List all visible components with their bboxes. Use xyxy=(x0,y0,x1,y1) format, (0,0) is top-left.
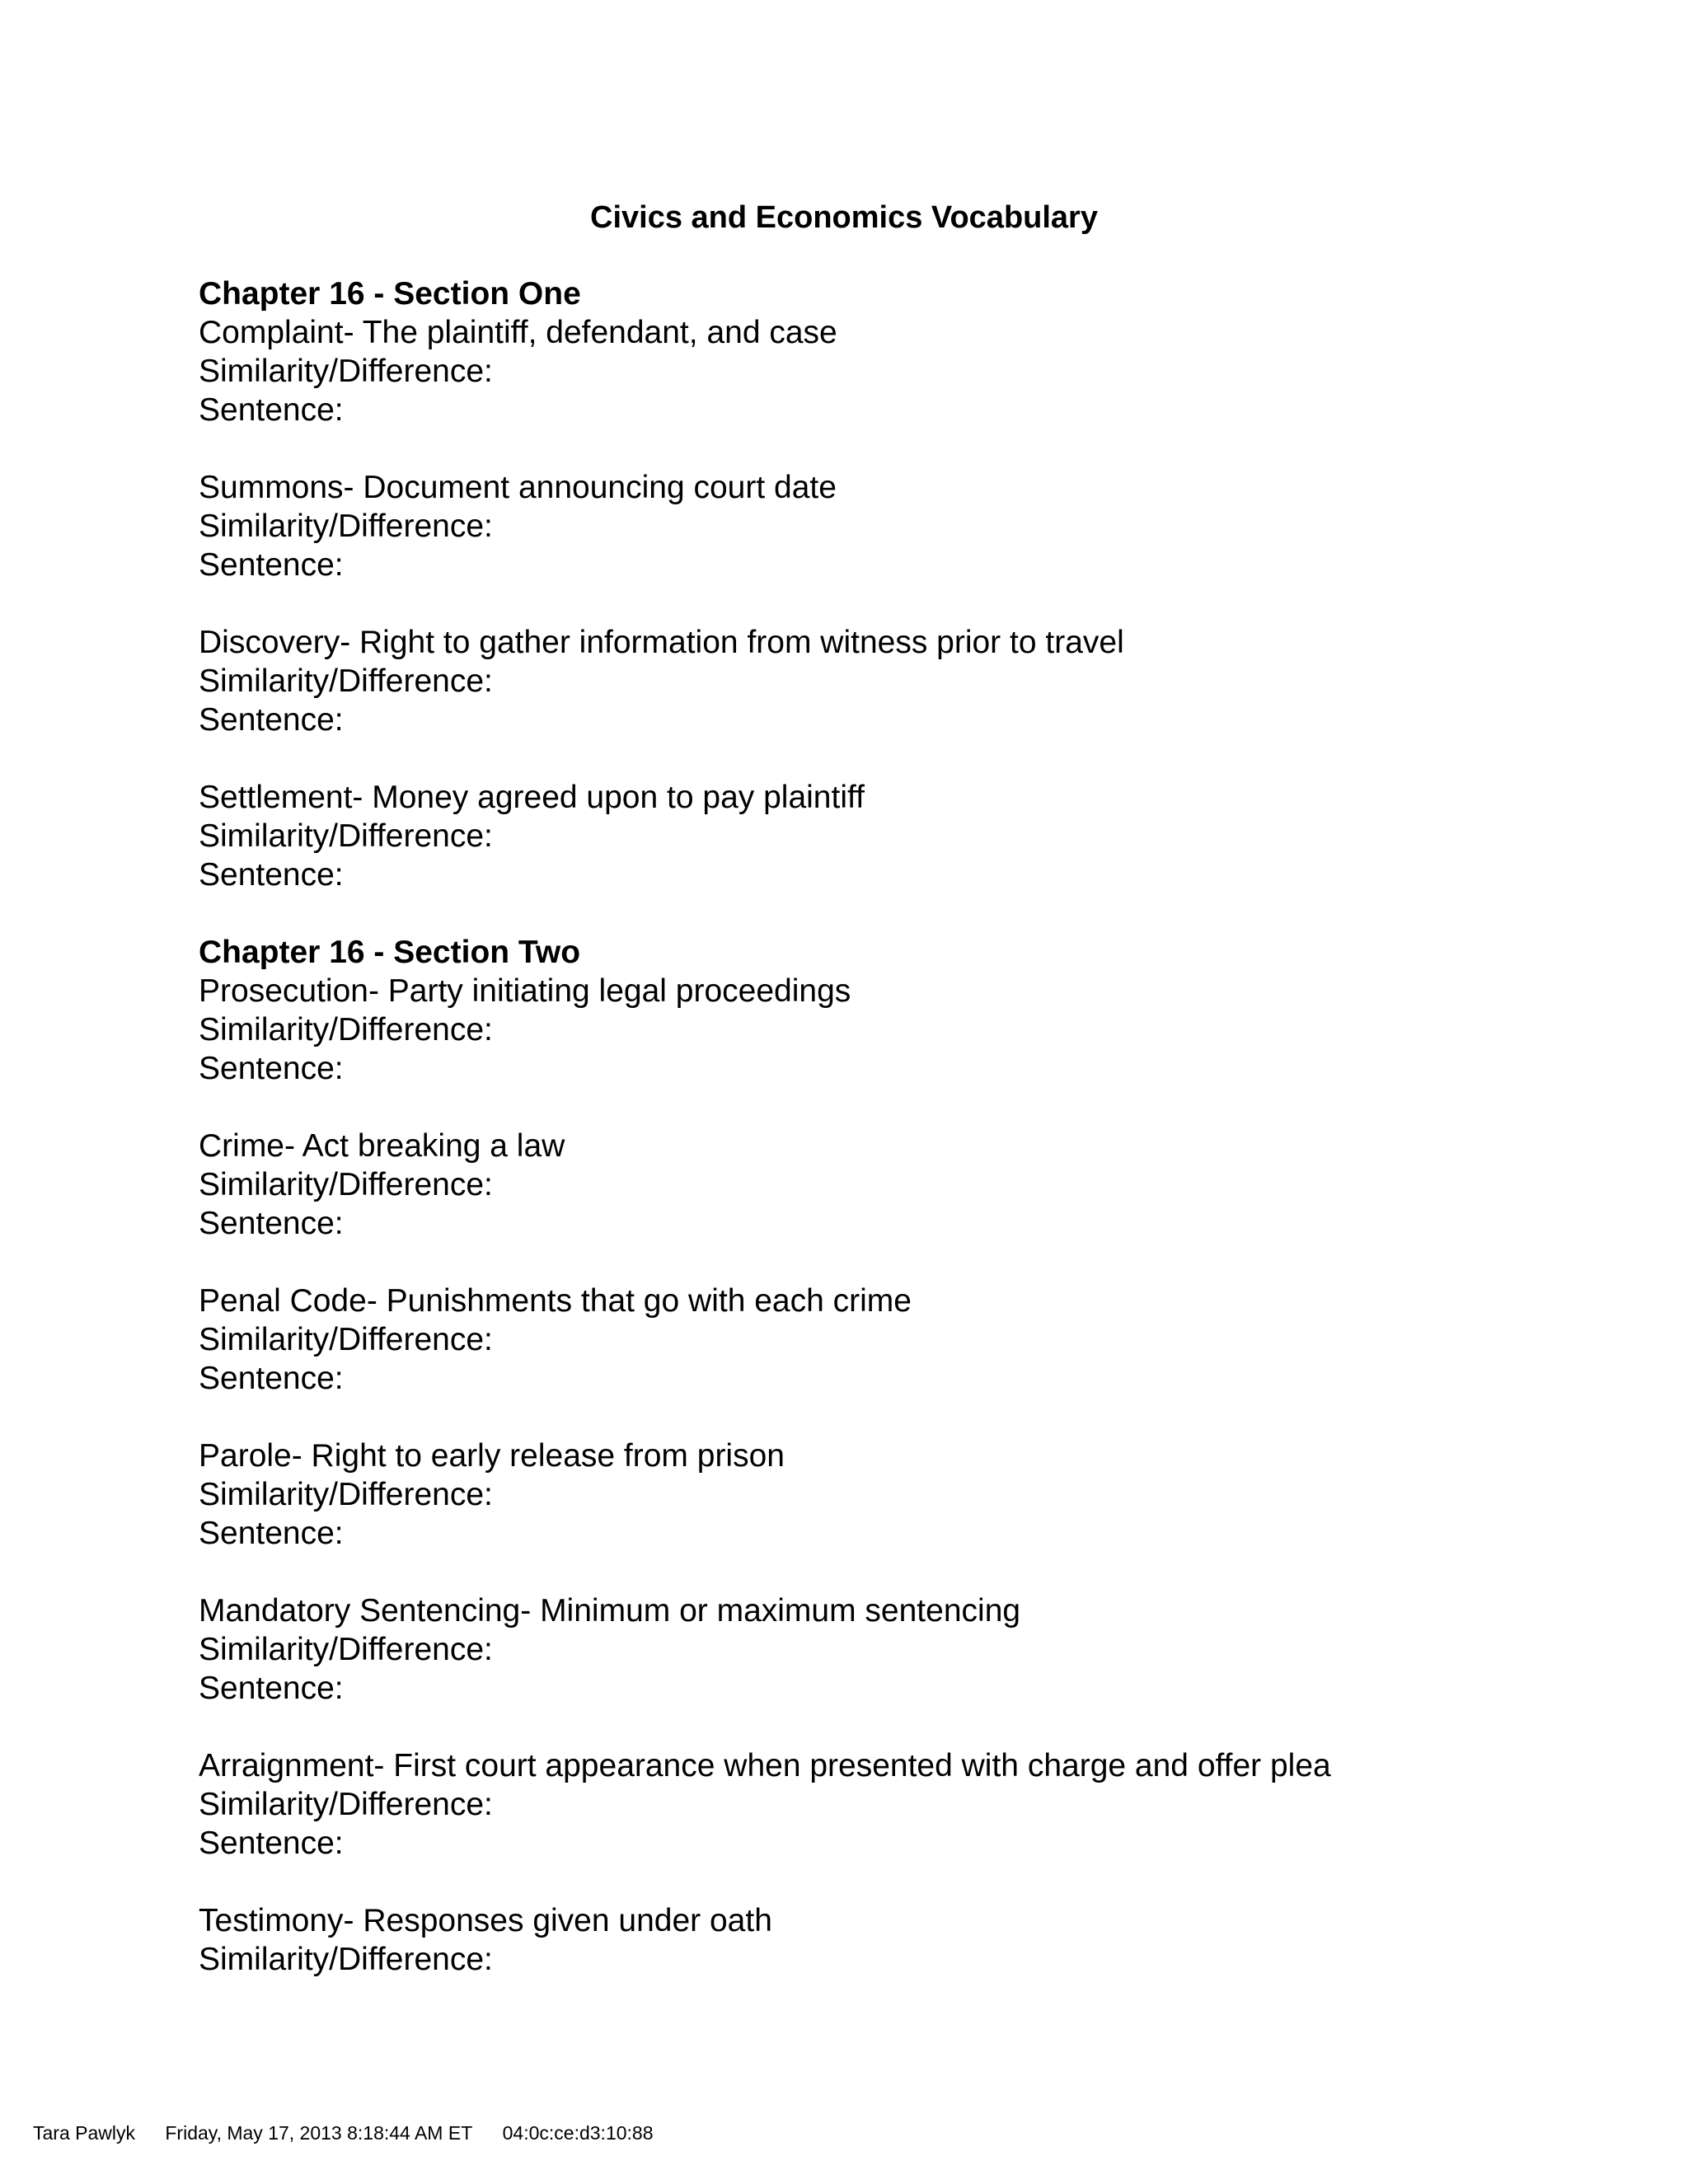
entry-spacer xyxy=(199,1243,1666,1282)
similarity-label: Similarity/Difference: xyxy=(199,1167,493,1202)
similarity-label: Similarity/Difference: xyxy=(199,354,493,389)
term-definition: Discovery- Right to gather information from witness prior to travel xyxy=(199,625,1124,660)
term-definition: Complaint- The plaintiff, defendant, and case xyxy=(199,315,837,350)
entry-spacer xyxy=(199,739,1666,778)
term-definition: Testimony- Responses given under oath xyxy=(199,1903,772,1938)
sentence-label: Sentence: xyxy=(199,1825,344,1861)
vocab-entry xyxy=(199,1901,1666,1979)
footer-datetime: Friday, May 17, 2013 8:18:44 AM ET xyxy=(165,2122,473,2144)
vocab-entry xyxy=(199,623,1666,739)
vocab-entry xyxy=(199,1436,1666,1553)
section-spacer xyxy=(199,894,1666,933)
vocab-entry xyxy=(199,468,1666,584)
term-definition: Arraignment- First court appearance when presented with charge and offer plea xyxy=(199,1748,1331,1783)
term-definition: Settlement- Money agreed upon to pay plaintiff xyxy=(199,780,865,815)
vocab-entry xyxy=(199,1127,1666,1243)
section-heading: Chapter 16 - Section Two xyxy=(199,935,581,970)
similarity-label: Similarity/Difference: xyxy=(199,1477,493,1512)
sentence-label: Sentence: xyxy=(199,392,344,428)
term-definition: Summons- Document announcing court date xyxy=(199,470,837,505)
sentence-label: Sentence: xyxy=(199,857,344,893)
page-title: Civics and Economics Vocabulary xyxy=(590,200,1098,235)
sentence-label: Sentence: xyxy=(199,1671,344,1706)
sentence-label: Sentence: xyxy=(199,1206,344,1241)
term-definition: Penal Code- Punishments that go with each crime xyxy=(199,1283,912,1319)
vocabulary-list xyxy=(199,274,1666,1979)
section-heading: Chapter 16 - Section One xyxy=(199,276,581,312)
vocab-entry xyxy=(199,778,1666,894)
similarity-label: Similarity/Difference: xyxy=(199,663,493,699)
similarity-label: Similarity/Difference: xyxy=(199,509,493,544)
term-definition: Crime- Act breaking a law xyxy=(199,1128,565,1164)
vocab-entry xyxy=(199,1591,1666,1708)
similarity-label: Similarity/Difference: xyxy=(199,1322,493,1357)
term-definition: Parole- Right to early release from prison xyxy=(199,1438,785,1474)
sentence-label: Sentence: xyxy=(199,1516,344,1551)
entry-spacer xyxy=(199,1398,1666,1436)
similarity-label: Similarity/Difference: xyxy=(199,818,493,854)
entry-spacer xyxy=(199,1088,1666,1127)
entry-spacer xyxy=(199,1863,1666,1901)
entry-spacer xyxy=(199,1708,1666,1746)
vocab-entry xyxy=(199,313,1666,429)
sentence-label: Sentence: xyxy=(199,702,344,738)
vocab-entry xyxy=(199,1746,1666,1863)
similarity-label: Similarity/Difference: xyxy=(199,1942,493,1977)
sentence-label: Sentence: xyxy=(199,547,344,583)
similarity-label: Similarity/Difference: xyxy=(199,1632,493,1667)
sentence-label: Sentence: xyxy=(199,1361,344,1396)
similarity-label: Similarity/Difference: xyxy=(199,1787,493,1822)
sentence-label: Sentence: xyxy=(199,1051,344,1086)
entry-spacer xyxy=(199,584,1666,623)
vocab-entry xyxy=(199,972,1666,1088)
entry-spacer xyxy=(199,429,1666,468)
footer-author: Tara Pawlyk xyxy=(33,2122,135,2144)
similarity-label: Similarity/Difference: xyxy=(199,1012,493,1047)
term-definition: Prosecution- Party initiating legal proceedings xyxy=(199,973,851,1009)
footer-id: 04:0c:ce:d3:10:88 xyxy=(502,2122,654,2144)
entry-spacer xyxy=(199,1553,1666,1591)
vocab-entry xyxy=(199,1282,1666,1398)
page-footer xyxy=(33,2121,654,2145)
term-definition: Mandatory Sentencing- Minimum or maximum sentencing xyxy=(199,1593,1021,1629)
